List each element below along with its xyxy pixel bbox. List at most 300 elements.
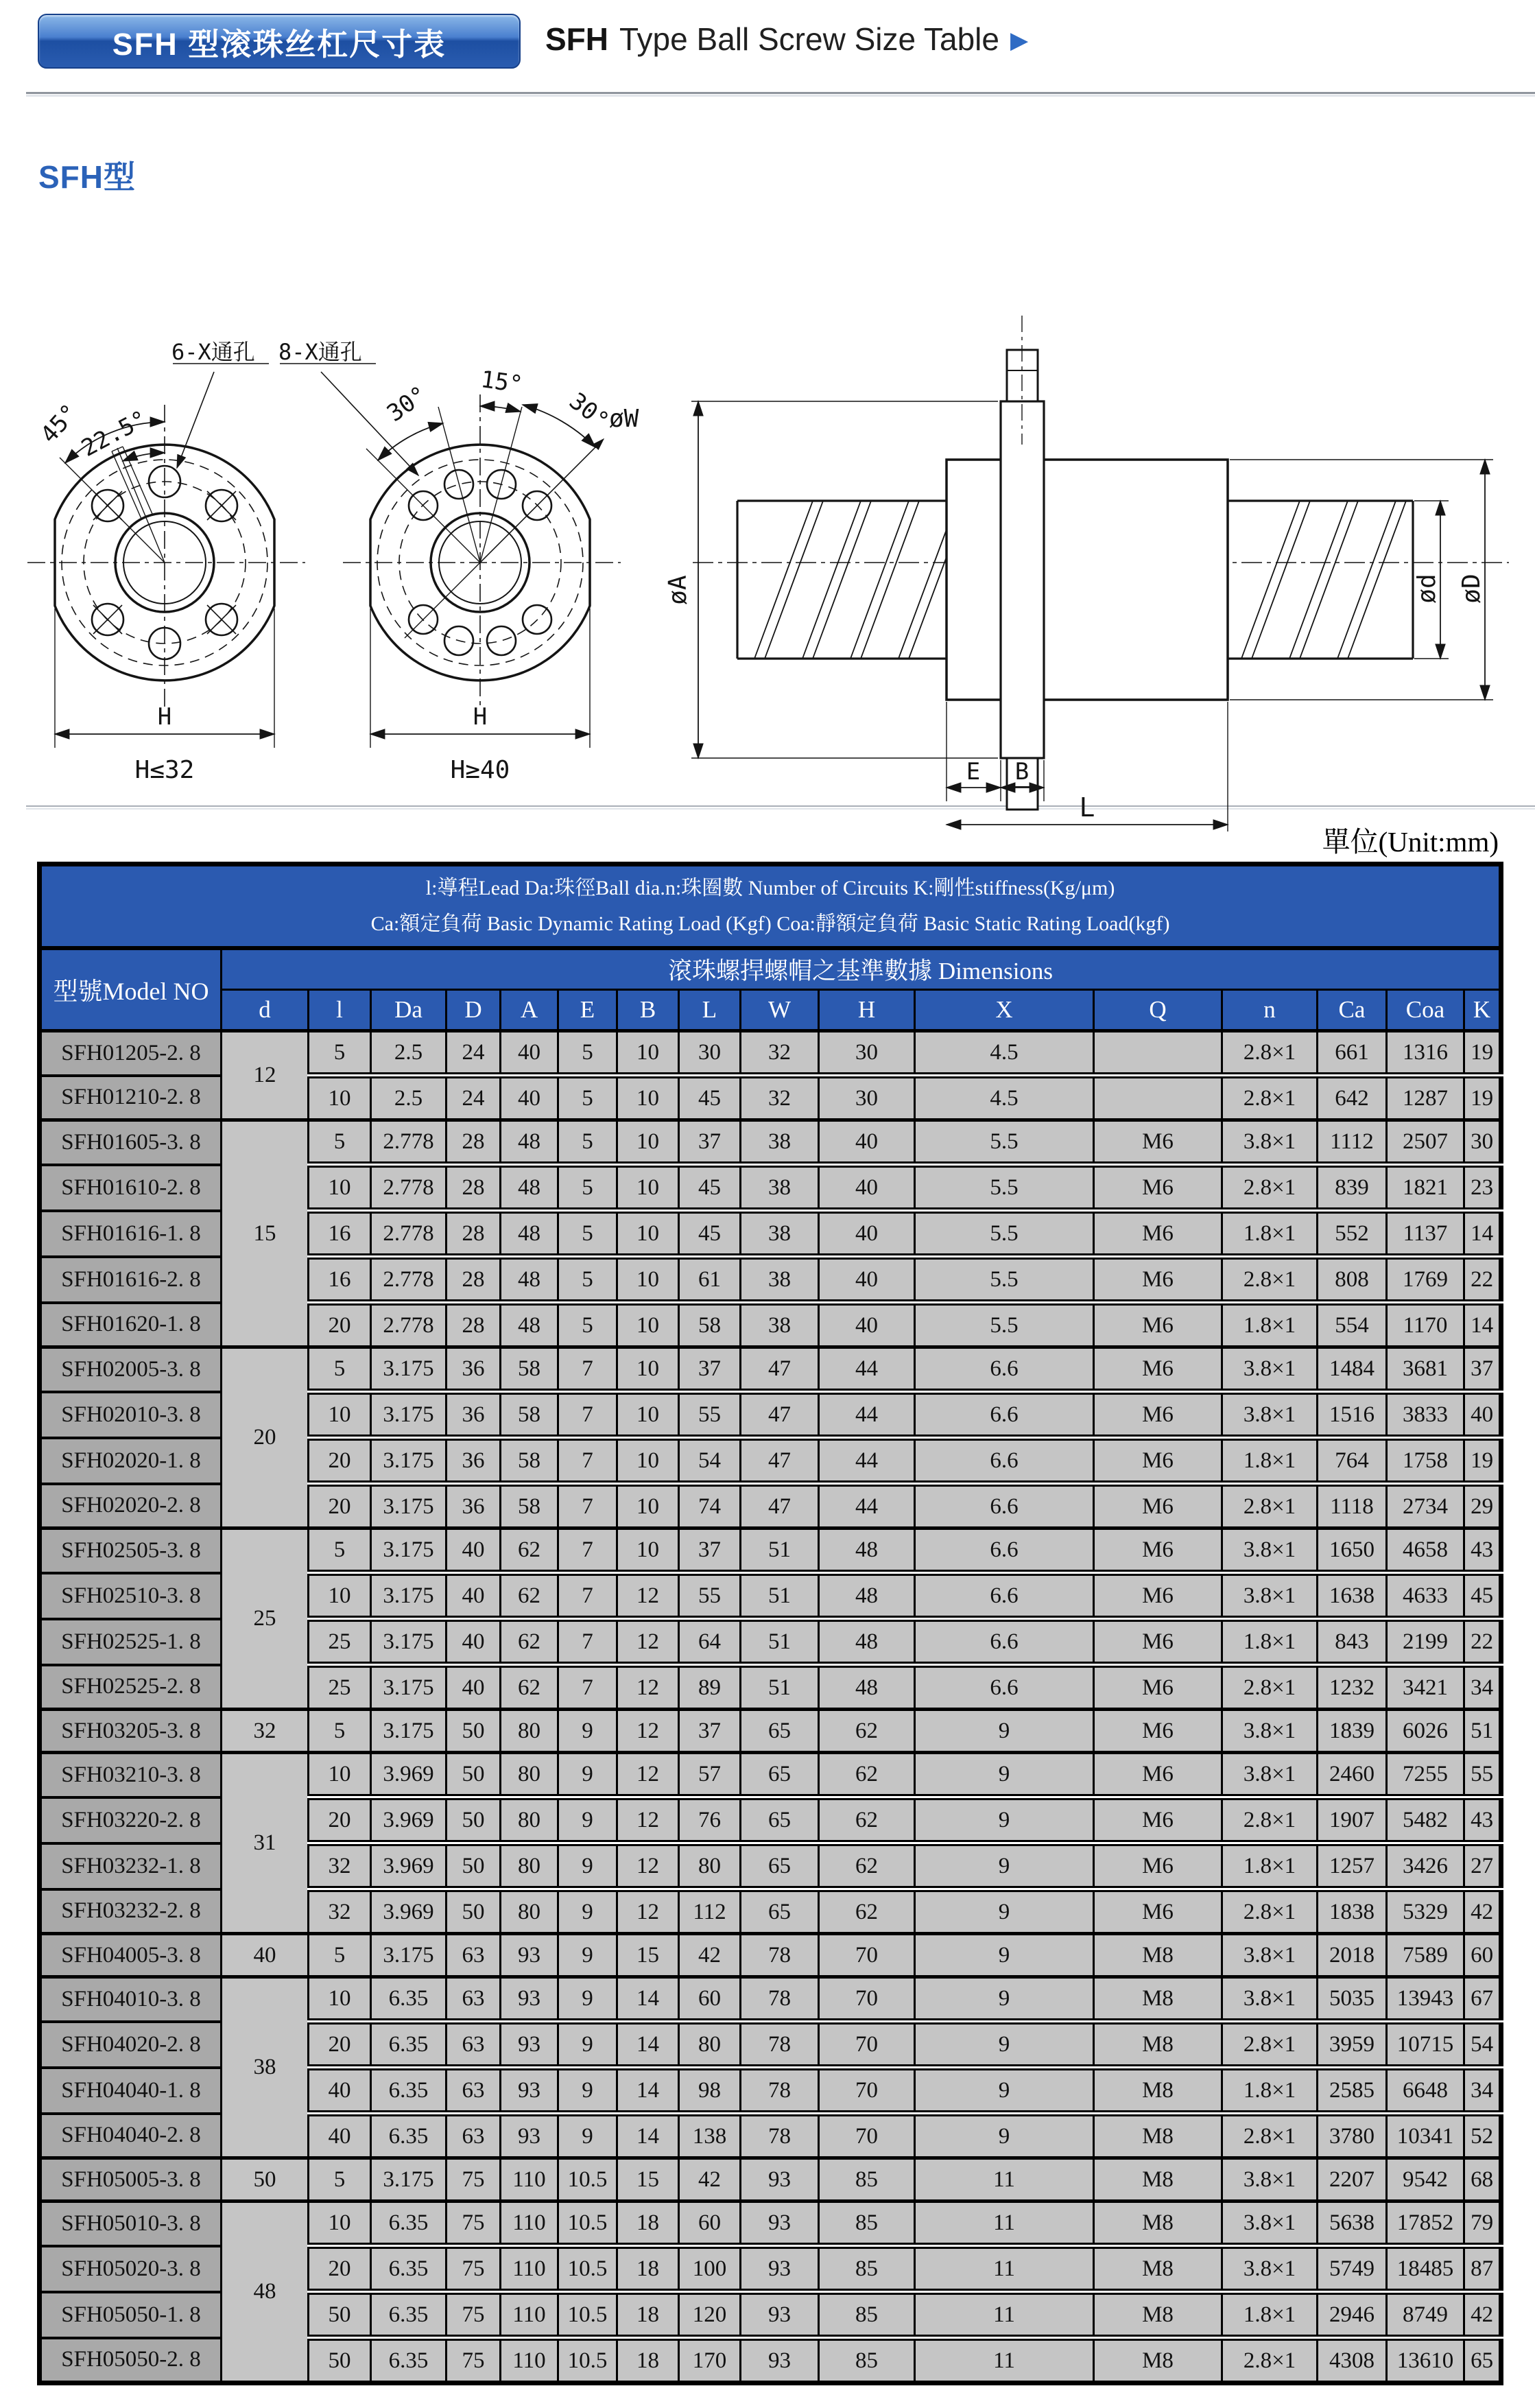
value-cell: 10715 xyxy=(1387,2022,1464,2068)
value-cell: 7 xyxy=(558,1528,617,1573)
value-cell: 48 xyxy=(501,1120,558,1165)
value-cell: 85 xyxy=(819,2292,915,2338)
value-cell: 17852 xyxy=(1387,2202,1464,2246)
value-cell: 32 xyxy=(741,1076,819,1120)
value-cell: M8 xyxy=(1094,2022,1222,2068)
model-cell: SFH01616-2. 8 xyxy=(40,1257,222,1303)
value-cell: M6 xyxy=(1094,1438,1222,1484)
value-cell: M6 xyxy=(1094,1211,1222,1257)
technical-drawing xyxy=(0,268,1535,851)
value-cell: 3.175 xyxy=(371,1347,447,1392)
value-cell: 5482 xyxy=(1387,1797,1464,1843)
value-cell: 70 xyxy=(819,2114,915,2158)
value-cell: 93 xyxy=(741,2292,819,2338)
value-cell: 6.6 xyxy=(915,1573,1094,1619)
value-cell: 75 xyxy=(447,2246,501,2292)
drawing-svg xyxy=(0,268,1535,851)
model-cell: SFH01605-3. 8 xyxy=(40,1120,222,1165)
value-cell: 14 xyxy=(617,2022,679,2068)
value-cell: 3780 xyxy=(1318,2114,1387,2158)
value-cell: 60 xyxy=(1464,1934,1501,1977)
col-header-Coa: Coa xyxy=(1387,990,1464,1031)
value-cell: 25 xyxy=(309,1619,371,1665)
value-cell: 87 xyxy=(1464,2246,1501,2292)
value-cell: 3.175 xyxy=(371,1528,447,1573)
page-title-rest: Type Ball Screw Size Table xyxy=(619,21,999,57)
value-cell: 7 xyxy=(558,1347,617,1392)
value-cell: 7 xyxy=(558,1438,617,1484)
value-cell: M6 xyxy=(1094,1710,1222,1753)
value-cell: 61 xyxy=(679,1257,741,1303)
value-cell: 28 xyxy=(447,1257,501,1303)
value-cell: 10 xyxy=(309,1753,371,1797)
value-cell: 48 xyxy=(819,1665,915,1710)
value-cell: 78 xyxy=(741,1934,819,1977)
value-cell: 6648 xyxy=(1387,2068,1464,2114)
value-cell: 2.8×1 xyxy=(1222,1665,1318,1710)
value-cell: 20 xyxy=(309,1797,371,1843)
table-row xyxy=(40,1753,1501,1797)
value-cell: 48 xyxy=(501,1165,558,1211)
value-cell: 51 xyxy=(741,1619,819,1665)
value-cell: 70 xyxy=(819,2022,915,2068)
value-cell: 85 xyxy=(819,2158,915,2202)
value-cell: 38 xyxy=(741,1120,819,1165)
value-cell: M6 xyxy=(1094,1484,1222,1528)
value-cell: 30 xyxy=(679,1031,741,1076)
value-cell: 2734 xyxy=(1387,1484,1464,1528)
value-cell: 38 xyxy=(741,1165,819,1211)
value-cell: 16 xyxy=(309,1257,371,1303)
value-cell: 75 xyxy=(447,2158,501,2202)
table-row xyxy=(40,1347,1501,1392)
value-cell: 2.8×1 xyxy=(1222,1797,1318,1843)
value-cell: 843 xyxy=(1318,1619,1387,1665)
value-cell: 3.175 xyxy=(371,1484,447,1528)
table-row xyxy=(40,1528,1501,1573)
legend-row xyxy=(40,864,1501,949)
value-cell: 50 xyxy=(447,1797,501,1843)
dim-b: B xyxy=(1014,758,1030,786)
value-cell: 40 xyxy=(819,1120,915,1165)
value-cell: 3.969 xyxy=(371,1797,447,1843)
value-cell: 34 xyxy=(1464,1665,1501,1710)
value-cell: 36 xyxy=(447,1347,501,1392)
value-cell: 12 xyxy=(617,1710,679,1753)
value-cell: 5 xyxy=(309,1710,371,1753)
value-cell: 9 xyxy=(915,1753,1094,1797)
value-cell: 10 xyxy=(309,1977,371,2022)
value-cell: 62 xyxy=(819,1797,915,1843)
value-cell: M8 xyxy=(1094,2068,1222,2114)
value-cell: 18 xyxy=(617,2202,679,2246)
value-cell: 5 xyxy=(558,1031,617,1076)
value-cell: 2507 xyxy=(1387,1120,1464,1165)
value-cell: 48 xyxy=(819,1573,915,1619)
value-cell: 64 xyxy=(679,1619,741,1665)
table-row xyxy=(40,1710,1501,1753)
value-cell: M6 xyxy=(1094,1889,1222,1934)
model-cell: SFH04040-2. 8 xyxy=(40,2114,222,2158)
value-cell: 3426 xyxy=(1387,1843,1464,1889)
value-cell: M8 xyxy=(1094,2202,1222,2246)
value-cell: 70 xyxy=(819,1977,915,2022)
value-cell: 11 xyxy=(915,2202,1094,2246)
value-cell: 32 xyxy=(741,1031,819,1076)
d-group-cell: 25 xyxy=(222,1528,309,1710)
value-cell: 22 xyxy=(1464,1619,1501,1665)
d-group-cell: 50 xyxy=(222,2158,309,2202)
value-cell: 50 xyxy=(447,1710,501,1753)
col-header-n: n xyxy=(1222,990,1318,1031)
value-cell: 23 xyxy=(1464,1165,1501,1211)
value-cell: 48 xyxy=(501,1257,558,1303)
value-cell: 3.8×1 xyxy=(1222,1392,1318,1438)
value-cell: 5.5 xyxy=(915,1120,1094,1165)
value-cell: 44 xyxy=(819,1392,915,1438)
model-cell: SFH01620-1. 8 xyxy=(40,1303,222,1347)
value-cell: 20 xyxy=(309,2022,371,2068)
value-cell: 30 xyxy=(819,1076,915,1120)
value-cell: 74 xyxy=(679,1484,741,1528)
value-cell: 62 xyxy=(819,1843,915,1889)
value-cell: 27 xyxy=(1464,1843,1501,1889)
value-cell: 67 xyxy=(1464,1977,1501,2022)
value-cell: 19 xyxy=(1464,1031,1501,1076)
value-cell: 79 xyxy=(1464,2202,1501,2246)
value-cell: 78 xyxy=(741,2114,819,2158)
value-cell: M6 xyxy=(1094,1120,1222,1165)
value-cell: 12 xyxy=(617,1573,679,1619)
value-cell: 34 xyxy=(1464,2068,1501,2114)
value-cell: M8 xyxy=(1094,1934,1222,1977)
value-cell: 2.778 xyxy=(371,1120,447,1165)
model-cell: SFH05050-2. 8 xyxy=(40,2338,222,2383)
value-cell: 40 xyxy=(447,1573,501,1619)
value-cell: 2585 xyxy=(1318,2068,1387,2114)
value-cell: 3.8×1 xyxy=(1222,1710,1318,1753)
d-group-cell: 31 xyxy=(222,1753,309,1934)
value-cell: 9 xyxy=(558,2114,617,2158)
value-cell: 1.8×1 xyxy=(1222,1303,1318,1347)
value-cell: 3.8×1 xyxy=(1222,2202,1318,2246)
value-cell: 5 xyxy=(309,2158,371,2202)
value-cell: 80 xyxy=(679,2022,741,2068)
value-cell: 48 xyxy=(501,1303,558,1347)
value-cell: 54 xyxy=(1464,2022,1501,2068)
value-cell: 62 xyxy=(819,1753,915,1797)
value-cell: 40 xyxy=(447,1528,501,1573)
value-cell: 12 xyxy=(617,1665,679,1710)
value-cell: 29 xyxy=(1464,1484,1501,1528)
value-cell: 110 xyxy=(501,2338,558,2383)
value-cell: 37 xyxy=(679,1710,741,1753)
value-cell: M8 xyxy=(1094,2338,1222,2383)
value-cell: 12 xyxy=(617,1619,679,1665)
dim-w-diameter: øW xyxy=(609,405,639,433)
table-row xyxy=(40,1031,1501,1076)
value-cell: 1316 xyxy=(1387,1031,1464,1076)
col-header-B: B xyxy=(617,990,679,1031)
value-cell: 93 xyxy=(741,2338,819,2383)
value-cell: 40 xyxy=(1464,1392,1501,1438)
value-cell: 37 xyxy=(1464,1347,1501,1392)
value-cell: 93 xyxy=(741,2158,819,2202)
value-cell: 50 xyxy=(447,1843,501,1889)
value-cell: 48 xyxy=(819,1619,915,1665)
value-cell: 3.969 xyxy=(371,1889,447,1934)
value-cell: 63 xyxy=(447,1934,501,1977)
value-cell: 60 xyxy=(679,1977,741,2022)
value-cell: 10 xyxy=(617,1120,679,1165)
col-header-l: l xyxy=(309,990,371,1031)
value-cell: 70 xyxy=(819,1934,915,1977)
unit-label: 單位(Unit:mm) xyxy=(1322,826,1499,858)
value-cell: 3.175 xyxy=(371,1934,447,1977)
value-cell: 10 xyxy=(309,2202,371,2246)
value-cell: 30 xyxy=(1464,1120,1501,1165)
value-cell: 2.778 xyxy=(371,1211,447,1257)
value-cell: 44 xyxy=(819,1438,915,1484)
value-cell: 1.8×1 xyxy=(1222,1843,1318,1889)
value-cell: 5 xyxy=(558,1120,617,1165)
col-header-X: X xyxy=(915,990,1094,1031)
value-cell: 2946 xyxy=(1318,2292,1387,2338)
value-cell: M6 xyxy=(1094,1303,1222,1347)
value-cell: 1769 xyxy=(1387,1257,1464,1303)
value-cell: 10 xyxy=(309,1573,371,1619)
value-cell: 5035 xyxy=(1318,1977,1387,2022)
value-cell: 10 xyxy=(617,1076,679,1120)
value-cell: 3.8×1 xyxy=(1222,1753,1318,1797)
value-cell: 18 xyxy=(617,2292,679,2338)
col-header-Q: Q xyxy=(1094,990,1222,1031)
value-cell: 10 xyxy=(617,1303,679,1347)
value-cell: 3833 xyxy=(1387,1392,1464,1438)
value-cell: 1.8×1 xyxy=(1222,1619,1318,1665)
value-cell: 2.8×1 xyxy=(1222,1076,1318,1120)
value-cell: 1.8×1 xyxy=(1222,1438,1318,1484)
arrow-right-icon: ▶ xyxy=(1010,27,1029,54)
d-group-cell: 40 xyxy=(222,1934,309,1977)
value-cell: 45 xyxy=(679,1165,741,1211)
value-cell: 54 xyxy=(679,1438,741,1484)
value-cell: 9 xyxy=(915,1934,1094,1977)
model-cell: SFH04040-1. 8 xyxy=(40,2068,222,2114)
value-cell: 14 xyxy=(617,2068,679,2114)
model-cell: SFH01616-1. 8 xyxy=(40,1211,222,1257)
value-cell: 2.8×1 xyxy=(1222,1165,1318,1211)
value-cell: 80 xyxy=(679,1843,741,1889)
value-cell: 3.175 xyxy=(371,1392,447,1438)
dim-h-range-left: H≤32 xyxy=(134,756,195,784)
value-cell: 75 xyxy=(447,2292,501,2338)
value-cell: 3.8×1 xyxy=(1222,1347,1318,1392)
value-cell: 40 xyxy=(819,1211,915,1257)
dim-l: L xyxy=(1079,792,1095,823)
value-cell: 37 xyxy=(679,1347,741,1392)
value-cell: 32 xyxy=(309,1843,371,1889)
value-cell: 85 xyxy=(819,2202,915,2246)
value-cell: 2460 xyxy=(1318,1753,1387,1797)
value-cell: 28 xyxy=(447,1165,501,1211)
value-cell: 70 xyxy=(819,2068,915,2114)
value-cell: 10 xyxy=(617,1165,679,1211)
value-cell: 2.8×1 xyxy=(1222,1257,1318,1303)
model-cell: SFH02010-3. 8 xyxy=(40,1392,222,1438)
model-cell: SFH02020-1. 8 xyxy=(40,1438,222,1484)
value-cell: 13943 xyxy=(1387,1977,1464,2022)
value-cell: 10.5 xyxy=(558,2158,617,2202)
value-cell: 2.5 xyxy=(371,1031,447,1076)
value-cell: 3.8×1 xyxy=(1222,1934,1318,1977)
value-cell: 51 xyxy=(741,1573,819,1619)
value-cell: 6.6 xyxy=(915,1665,1094,1710)
model-cell: SFH01210-2. 8 xyxy=(40,1076,222,1120)
value-cell: 1257 xyxy=(1318,1843,1387,1889)
value-cell: 11 xyxy=(915,2338,1094,2383)
value-cell: M6 xyxy=(1094,1797,1222,1843)
value-cell: 1232 xyxy=(1318,1665,1387,1710)
value-cell: 38 xyxy=(741,1257,819,1303)
value-cell: 65 xyxy=(741,1843,819,1889)
value-cell: 93 xyxy=(501,2068,558,2114)
value-cell: 12 xyxy=(617,1797,679,1843)
value-cell: 1638 xyxy=(1318,1573,1387,1619)
col-header-da: Da xyxy=(371,990,447,1031)
legend-cell xyxy=(40,864,1501,949)
d-group-cell: 48 xyxy=(222,2202,309,2383)
value-cell: 2.8×1 xyxy=(1222,2114,1318,2158)
dimensions-header: 滾珠螺捍螺帽之基準數據 Dimensions xyxy=(222,948,1501,990)
value-cell: 28 xyxy=(447,1211,501,1257)
value-cell: 42 xyxy=(679,2158,741,2202)
value-cell: 6.6 xyxy=(915,1619,1094,1665)
value-cell: 43 xyxy=(1464,1797,1501,1843)
value-cell: 3.175 xyxy=(371,2158,447,2202)
page-title xyxy=(545,21,1028,58)
value-cell xyxy=(1094,1031,1222,1076)
value-cell: 9 xyxy=(558,2022,617,2068)
value-cell: 15 xyxy=(617,2158,679,2202)
value-cell: 14 xyxy=(1464,1303,1501,1347)
value-cell: 57 xyxy=(679,1753,741,1797)
value-cell: M6 xyxy=(1094,1665,1222,1710)
value-cell: 65 xyxy=(741,1797,819,1843)
value-cell: 839 xyxy=(1318,1165,1387,1211)
value-cell: 58 xyxy=(679,1303,741,1347)
value-cell: 5 xyxy=(309,1934,371,1977)
value-cell: 7589 xyxy=(1387,1934,1464,1977)
value-cell: 1516 xyxy=(1318,1392,1387,1438)
value-cell: 6.6 xyxy=(915,1392,1094,1438)
value-cell: 6.6 xyxy=(915,1528,1094,1573)
value-cell: 1839 xyxy=(1318,1710,1387,1753)
value-cell: 1484 xyxy=(1318,1347,1387,1392)
leader-6x-holes: 6-X通孔 xyxy=(171,339,255,365)
value-cell: 24 xyxy=(447,1031,501,1076)
value-cell: 20 xyxy=(309,1484,371,1528)
value-cell: 20 xyxy=(309,2246,371,2292)
value-cell: 43 xyxy=(1464,1528,1501,1573)
value-cell: 5329 xyxy=(1387,1889,1464,1934)
value-cell: 1137 xyxy=(1387,1211,1464,1257)
value-cell: 62 xyxy=(819,1889,915,1934)
value-cell: 2.5 xyxy=(371,1076,447,1120)
value-cell: 6.35 xyxy=(371,2022,447,2068)
value-cell: 9 xyxy=(915,1843,1094,1889)
value-cell: 78 xyxy=(741,2022,819,2068)
badge-label: SFH 型滚珠丝杠尺寸表 xyxy=(112,26,447,62)
value-cell: 11 xyxy=(915,2158,1094,2202)
value-cell: 2199 xyxy=(1387,1619,1464,1665)
value-cell: 14 xyxy=(1464,1211,1501,1257)
dim-d-big-diameter: øD xyxy=(1457,574,1486,604)
value-cell: 10 xyxy=(617,1211,679,1257)
value-cell: 85 xyxy=(819,2338,915,2383)
value-cell: 7 xyxy=(558,1484,617,1528)
value-cell: 5.5 xyxy=(915,1257,1094,1303)
value-cell: 50 xyxy=(309,2292,371,2338)
value-cell: 65 xyxy=(741,1710,819,1753)
value-cell: 3.969 xyxy=(371,1843,447,1889)
value-cell: 10.5 xyxy=(558,2246,617,2292)
value-cell: 10 xyxy=(617,1438,679,1484)
value-cell: 51 xyxy=(741,1528,819,1573)
value-cell: 55 xyxy=(679,1392,741,1438)
value-cell: 9 xyxy=(915,2114,1094,2158)
value-cell: 9 xyxy=(915,1710,1094,1753)
value-cell: 110 xyxy=(501,2292,558,2338)
section-title: SFH型 xyxy=(38,159,136,195)
column-header-row xyxy=(40,990,1501,1031)
model-cell: SFH03232-1. 8 xyxy=(40,1843,222,1889)
value-cell: 24 xyxy=(447,1076,501,1120)
value-cell: 3421 xyxy=(1387,1665,1464,1710)
value-cell: 3.8×1 xyxy=(1222,1977,1318,2022)
value-cell: M6 xyxy=(1094,1392,1222,1438)
value-cell: 10.5 xyxy=(558,2202,617,2246)
value-cell: 93 xyxy=(501,1977,558,2022)
value-cell: 80 xyxy=(501,1797,558,1843)
dim-d-small-diameter: ød xyxy=(1413,574,1441,604)
value-cell: 1287 xyxy=(1387,1076,1464,1120)
col-header-d: d xyxy=(222,990,309,1031)
model-cell: SFH02005-3. 8 xyxy=(40,1347,222,1392)
col-header-L: L xyxy=(679,990,741,1031)
dim-e: E xyxy=(966,758,981,786)
d-group-cell: 15 xyxy=(222,1120,309,1347)
value-cell: 110 xyxy=(501,2246,558,2292)
value-cell: 2207 xyxy=(1318,2158,1387,2202)
value-cell: 6.35 xyxy=(371,2246,447,2292)
value-cell: 3.175 xyxy=(371,1710,447,1753)
value-cell: 5 xyxy=(309,1528,371,1573)
value-cell: 5 xyxy=(558,1257,617,1303)
value-cell: 47 xyxy=(741,1392,819,1438)
value-cell: 22 xyxy=(1464,1257,1501,1303)
value-cell: 10 xyxy=(309,1165,371,1211)
col-header-H: H xyxy=(819,990,915,1031)
value-cell: 1.8×1 xyxy=(1222,2068,1318,2114)
value-cell: M8 xyxy=(1094,2158,1222,2202)
value-cell: 93 xyxy=(741,2246,819,2292)
value-cell: 2.778 xyxy=(371,1165,447,1211)
legend-line2: Ca:額定負荷 Basic Dynamic Rating Load (Kgf) Coa:靜額定負荷 Basic Static Rating Load(kgf) xyxy=(370,912,1170,935)
value-cell: 63 xyxy=(447,2068,501,2114)
value-cell: 9 xyxy=(558,1934,617,1977)
value-cell: 45 xyxy=(679,1211,741,1257)
